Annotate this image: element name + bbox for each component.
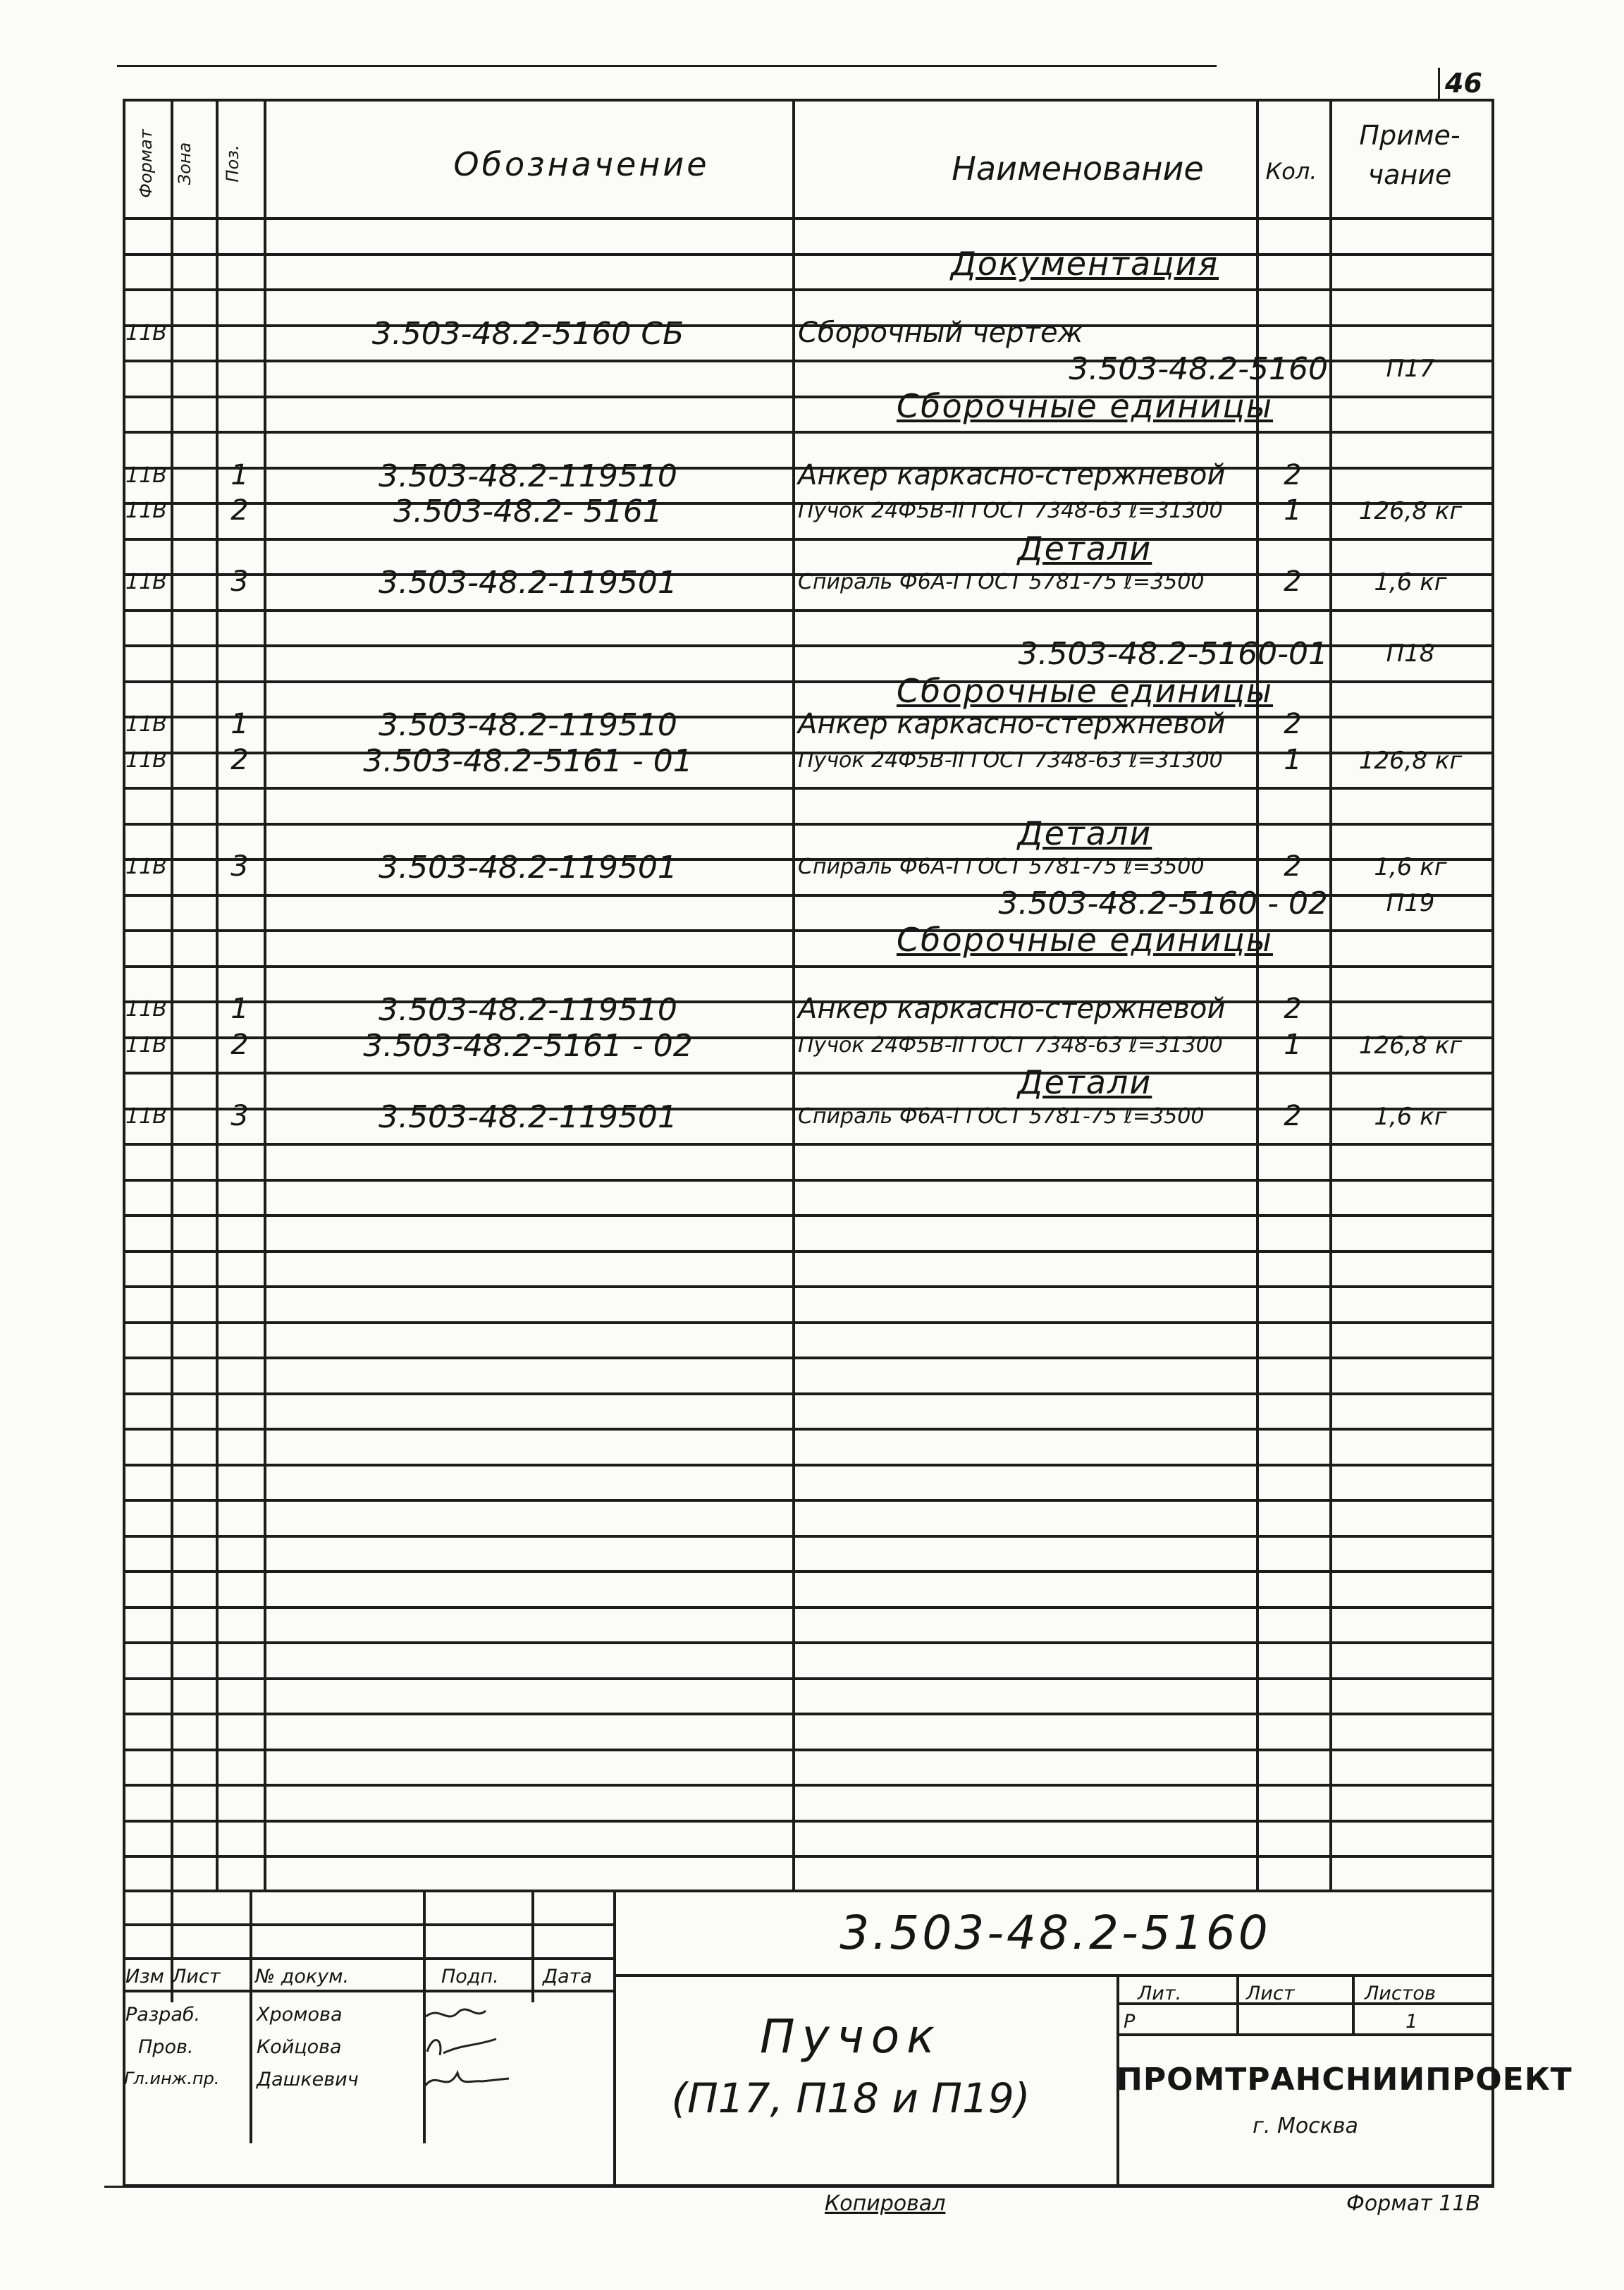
row-designation: 3.503-48.2- 5161 <box>393 494 663 529</box>
row-rule <box>123 787 1494 790</box>
section-heading: Детали <box>1017 529 1152 568</box>
row-designation: 3.503-48.2-119510 <box>379 992 677 1028</box>
section-heading: Сборочные единицы <box>896 387 1274 425</box>
row-designation: 3.503-48.2-119510 <box>379 707 677 743</box>
row-format: 11В <box>125 1104 167 1129</box>
row-qty: 1 <box>1284 744 1302 776</box>
title-rule <box>123 1890 125 2184</box>
row-note: 1,6 кг <box>1374 568 1447 596</box>
role-developer: Разраб. <box>125 2004 201 2026</box>
section-heading: Детали <box>1017 1063 1152 1101</box>
col-date: Дата <box>543 1966 592 1988</box>
title-col-rule <box>250 1890 252 2002</box>
row-name: Спираль Ф6А-I ГОСТ 5781-75 ℓ=3500 <box>798 570 1205 594</box>
signature-developer <box>426 2009 486 2016</box>
column-rule <box>1491 99 1494 1890</box>
row-note: 126,8 кг <box>1358 1031 1463 1060</box>
subassembly-code: 3.503-48.2-5160 - 02 <box>998 886 1328 921</box>
row-rule <box>123 1321 1494 1324</box>
title-col-rule <box>423 1890 426 2002</box>
row-rule <box>123 1499 1494 1502</box>
row-position: 2 <box>230 1029 249 1061</box>
row-note: 1,6 кг <box>1374 1103 1447 1131</box>
doc-title: Пучок <box>760 2009 942 2064</box>
row-rule <box>123 1285 1494 1288</box>
row-rule <box>123 431 1494 434</box>
row-qty: 2 <box>1284 459 1302 491</box>
row-rule <box>123 1464 1494 1467</box>
col-list: Лист <box>172 1966 221 1988</box>
row-rule <box>123 1214 1494 1217</box>
row-qty: 2 <box>1284 565 1302 598</box>
footer-copied: Копировал <box>825 2191 946 2216</box>
title-row-rule <box>123 1957 613 1960</box>
row-rule <box>123 1641 1494 1644</box>
row-rule <box>123 1855 1494 1858</box>
row-qty: 2 <box>1284 993 1302 1025</box>
row-name: Анкер каркасно-стержневой <box>798 459 1226 491</box>
org-city: г. Москва <box>1253 2114 1358 2138</box>
row-format: 11В <box>125 712 167 737</box>
row-rule <box>123 1606 1494 1609</box>
role-checker: Пров. <box>138 2036 194 2058</box>
row-qty: 2 <box>1284 708 1302 740</box>
row-note: П17 <box>1386 355 1435 383</box>
row-name: Анкер каркасно-стержневой <box>798 993 1226 1025</box>
row-rule <box>123 1749 1494 1751</box>
title-top-rule <box>123 1890 1494 1892</box>
row-designation: 3.503-48.2-5160 СБ <box>371 316 684 352</box>
row-format: 11В <box>125 463 167 488</box>
title-code-rule <box>613 1974 1494 1977</box>
header-zone: Зона <box>175 142 195 185</box>
row-designation: 3.503-48.2-119510 <box>379 458 677 494</box>
header-note-line2: чание <box>1367 159 1452 190</box>
row-rule <box>123 1357 1494 1359</box>
row-position: 2 <box>230 744 249 776</box>
doc-code: 3.503-48.2-5160 <box>839 1906 1271 1960</box>
col-doc: № докум. <box>255 1966 350 1988</box>
column-rule <box>264 99 266 1890</box>
row-note: 126,8 кг <box>1358 747 1463 775</box>
bottom-edge-line <box>104 2186 1494 2188</box>
section-heading: Сборочные единицы <box>896 672 1274 710</box>
row-name: Спираль Ф6А-I ГОСТ 5781-75 ℓ=3500 <box>798 855 1205 879</box>
row-rule <box>123 1250 1494 1253</box>
row-name: Анкер каркасно-стержневой <box>798 708 1226 740</box>
row-note: 126,8 кг <box>1358 497 1463 525</box>
row-note: 1,6 кг <box>1374 853 1447 881</box>
row-designation: 3.503-48.2-119501 <box>379 565 677 601</box>
col-sign: Подп. <box>441 1966 499 1988</box>
row-position: 1 <box>230 459 249 491</box>
header-note-line1: Приме- <box>1359 120 1460 151</box>
column-rule <box>123 99 125 1890</box>
row-rule <box>123 609 1494 612</box>
role-chief-engineer: Гл.инж.пр. <box>124 2069 220 2088</box>
title-row-rule <box>123 1990 613 1992</box>
row-name: Пучок 24Ф5В-II ГОСТ 7348-63 ℓ=31300 <box>798 498 1223 523</box>
row-position: 1 <box>230 993 249 1025</box>
row-format: 11В <box>125 748 167 773</box>
row-position: 3 <box>230 1100 249 1132</box>
row-designation: 3.503-48.2-119501 <box>379 850 677 886</box>
subassembly-code: 3.503-48.2-5160 <box>1069 351 1328 387</box>
row-qty: 2 <box>1284 850 1302 883</box>
header-pos: Поз. <box>223 145 242 183</box>
row-name: Пучок 24Ф5В-II ГОСТ 7348-63 ℓ=31300 <box>798 1033 1223 1058</box>
row-designation: 3.503-48.2-5161 - 02 <box>363 1028 693 1064</box>
row-designation: 3.503-48.2-5161 - 01 <box>363 743 693 779</box>
title-lit-rule <box>1116 2033 1494 2036</box>
row-format: 11В <box>125 1033 167 1058</box>
row-qty: 2 <box>1284 1100 1302 1132</box>
sheets-label: Листов <box>1365 1983 1436 2004</box>
footer-format: Формат 11В <box>1346 2191 1481 2216</box>
sheet-label: Лист <box>1246 1983 1295 2004</box>
column-rule <box>216 99 219 1890</box>
lit-label: Лит. <box>1138 1983 1182 2004</box>
row-rule <box>123 1392 1494 1395</box>
surname-chief-engineer: Дашкевич <box>257 2069 359 2090</box>
row-rule <box>123 1820 1494 1823</box>
col-izm: Изм <box>125 1966 164 1988</box>
lit-value: Р <box>1124 2011 1136 2033</box>
row-format: 11В <box>125 997 167 1022</box>
header-designation: Обозначение <box>453 145 710 183</box>
section-heading: Сборочные единицы <box>896 921 1274 959</box>
row-format: 11В <box>125 321 167 345</box>
header-qty: Кол. <box>1265 158 1317 185</box>
row-position: 3 <box>230 565 249 598</box>
org-name: ПРОМТРАНСНИИПРОЕКТ <box>1116 2062 1573 2098</box>
sheets-value: 1 <box>1405 2011 1418 2033</box>
title-row-rule <box>123 1923 613 1926</box>
row-format: 11В <box>125 570 167 594</box>
row-name: Спираль Ф6А-I ГОСТ 5781-75 ℓ=3500 <box>798 1104 1205 1129</box>
row-rule <box>123 1713 1494 1715</box>
column-rule <box>171 99 173 1890</box>
spec-frame <box>123 99 1573 2184</box>
section-heading: Детали <box>1017 814 1152 852</box>
row-rule <box>123 288 1494 291</box>
signature-checker <box>427 2039 496 2055</box>
row-rule <box>123 1179 1494 1182</box>
row-rule <box>123 1535 1494 1538</box>
top-rule <box>123 99 1494 102</box>
sheet-number-box <box>1438 68 1440 99</box>
row-rule <box>123 1784 1494 1787</box>
row-rule <box>123 1143 1494 1146</box>
row-name: Сборочный чертеж <box>798 317 1083 349</box>
section-heading: Документация <box>950 245 1219 283</box>
surname-checker: Койцова <box>257 2036 342 2058</box>
header-rule <box>123 217 1494 220</box>
row-note: П19 <box>1386 889 1435 917</box>
row-rule <box>123 1428 1494 1431</box>
row-rule <box>123 1570 1494 1573</box>
title-lit-rule <box>1236 1974 1239 2033</box>
surname-developer: Хромова <box>257 2004 343 2026</box>
row-position: 2 <box>230 494 249 527</box>
row-format: 11В <box>125 498 167 523</box>
row-position: 3 <box>230 850 249 883</box>
row-position: 1 <box>230 708 249 740</box>
doc-subtitle: (П17, П18 и П19) <box>671 2074 1031 2122</box>
header-name: Наименование <box>952 149 1204 188</box>
row-note: П18 <box>1386 639 1435 668</box>
title-lit-rule <box>1352 1974 1355 2033</box>
title-col-rule <box>250 2002 252 2143</box>
row-designation: 3.503-48.2-119501 <box>379 1099 677 1135</box>
row-qty: 1 <box>1284 1029 1302 1061</box>
sheet-number: 46 <box>1445 68 1482 99</box>
header-format: Формат <box>136 129 156 198</box>
subassembly-code: 3.503-48.2-5160-01 <box>1018 636 1328 672</box>
row-rule <box>123 1677 1494 1680</box>
signatures <box>419 2002 524 2101</box>
title-col-rule <box>531 1890 534 2002</box>
signature-chief <box>424 2073 509 2087</box>
row-format: 11В <box>125 855 167 879</box>
row-rule <box>123 965 1494 968</box>
top-edge-line <box>117 65 1217 67</box>
row-qty: 1 <box>1284 494 1302 527</box>
row-name: Пучок 24Ф5В-II ГОСТ 7348-63 ℓ=31300 <box>798 748 1223 773</box>
